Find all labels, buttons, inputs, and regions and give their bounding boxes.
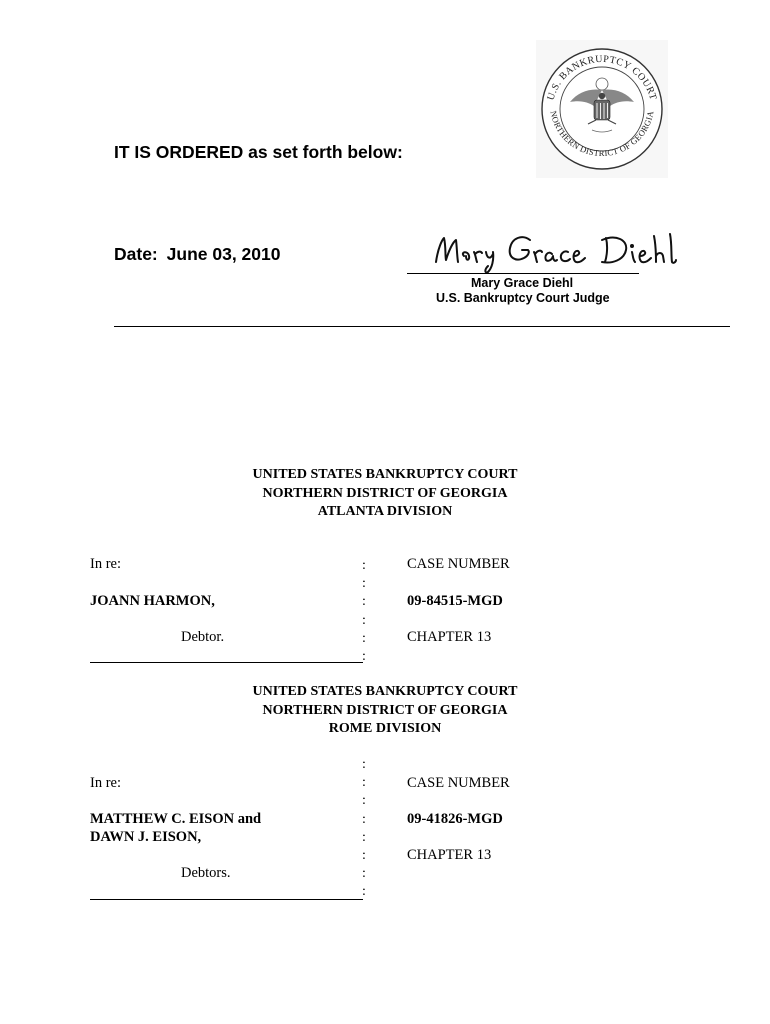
case-number: 09-84515-MGD	[407, 593, 503, 609]
order-heading: IT IS ORDERED as set forth below:	[114, 142, 403, 162]
case-number-label: CASE NUMBER	[407, 775, 510, 791]
date-label: Date:	[114, 244, 158, 264]
debtor-role: Debtors.	[181, 865, 231, 881]
seal-bottom-text: NORTHERN DISTRICT OF GEORGIA	[548, 109, 656, 159]
seal-top-text: U.S. BANKRUPTCY COURT	[545, 53, 659, 102]
in-re-label: In re:	[90, 775, 121, 791]
judge-name: Mary Grace Diehl	[471, 276, 574, 290]
court-heading-atlanta	[170, 466, 600, 522]
in-re-label: In re:	[90, 556, 121, 572]
court-heading-rome	[170, 683, 600, 739]
debtor-name-line-2: DAWN J. EISON,	[90, 829, 202, 845]
date-value: June 03, 2010	[166, 244, 281, 264]
court-division: ATLANTA DIVISION	[317, 504, 453, 519]
court-district: NORTHERN DISTRICT OF GEORGIA	[262, 485, 508, 501]
debtor-name-line-1: MATTHEW C. EISON and	[90, 811, 262, 827]
signature-line	[407, 273, 639, 274]
caption-rule	[90, 662, 363, 663]
court-district: NORTHERN DISTRICT OF GEORGIA	[262, 702, 508, 718]
debtor-role: Debtor.	[181, 629, 225, 645]
case-number-label: CASE NUMBER	[407, 556, 510, 572]
court-division: ROME DIVISION	[328, 721, 442, 736]
caption-colons: : : : : : : : :	[362, 757, 366, 900]
court-name: UNITED STATES BANKRUPTCY COURT	[252, 684, 518, 699]
judge-signature	[430, 226, 678, 274]
chapter: CHAPTER 13	[407, 847, 492, 863]
court-seal	[536, 40, 668, 178]
caption-colons: : : : : : :	[362, 558, 366, 665]
court-name: UNITED STATES BANKRUPTCY COURT	[252, 467, 518, 482]
debtor-name: JOANN HARMON,	[90, 593, 215, 609]
case-number: 09-41826-MGD	[407, 811, 503, 827]
header-divider	[114, 326, 730, 327]
judge-title: U.S. Bankruptcy Court Judge	[436, 291, 610, 305]
chapter: CHAPTER 13	[407, 629, 492, 645]
order-date	[114, 244, 280, 265]
caption-rule	[90, 899, 363, 900]
